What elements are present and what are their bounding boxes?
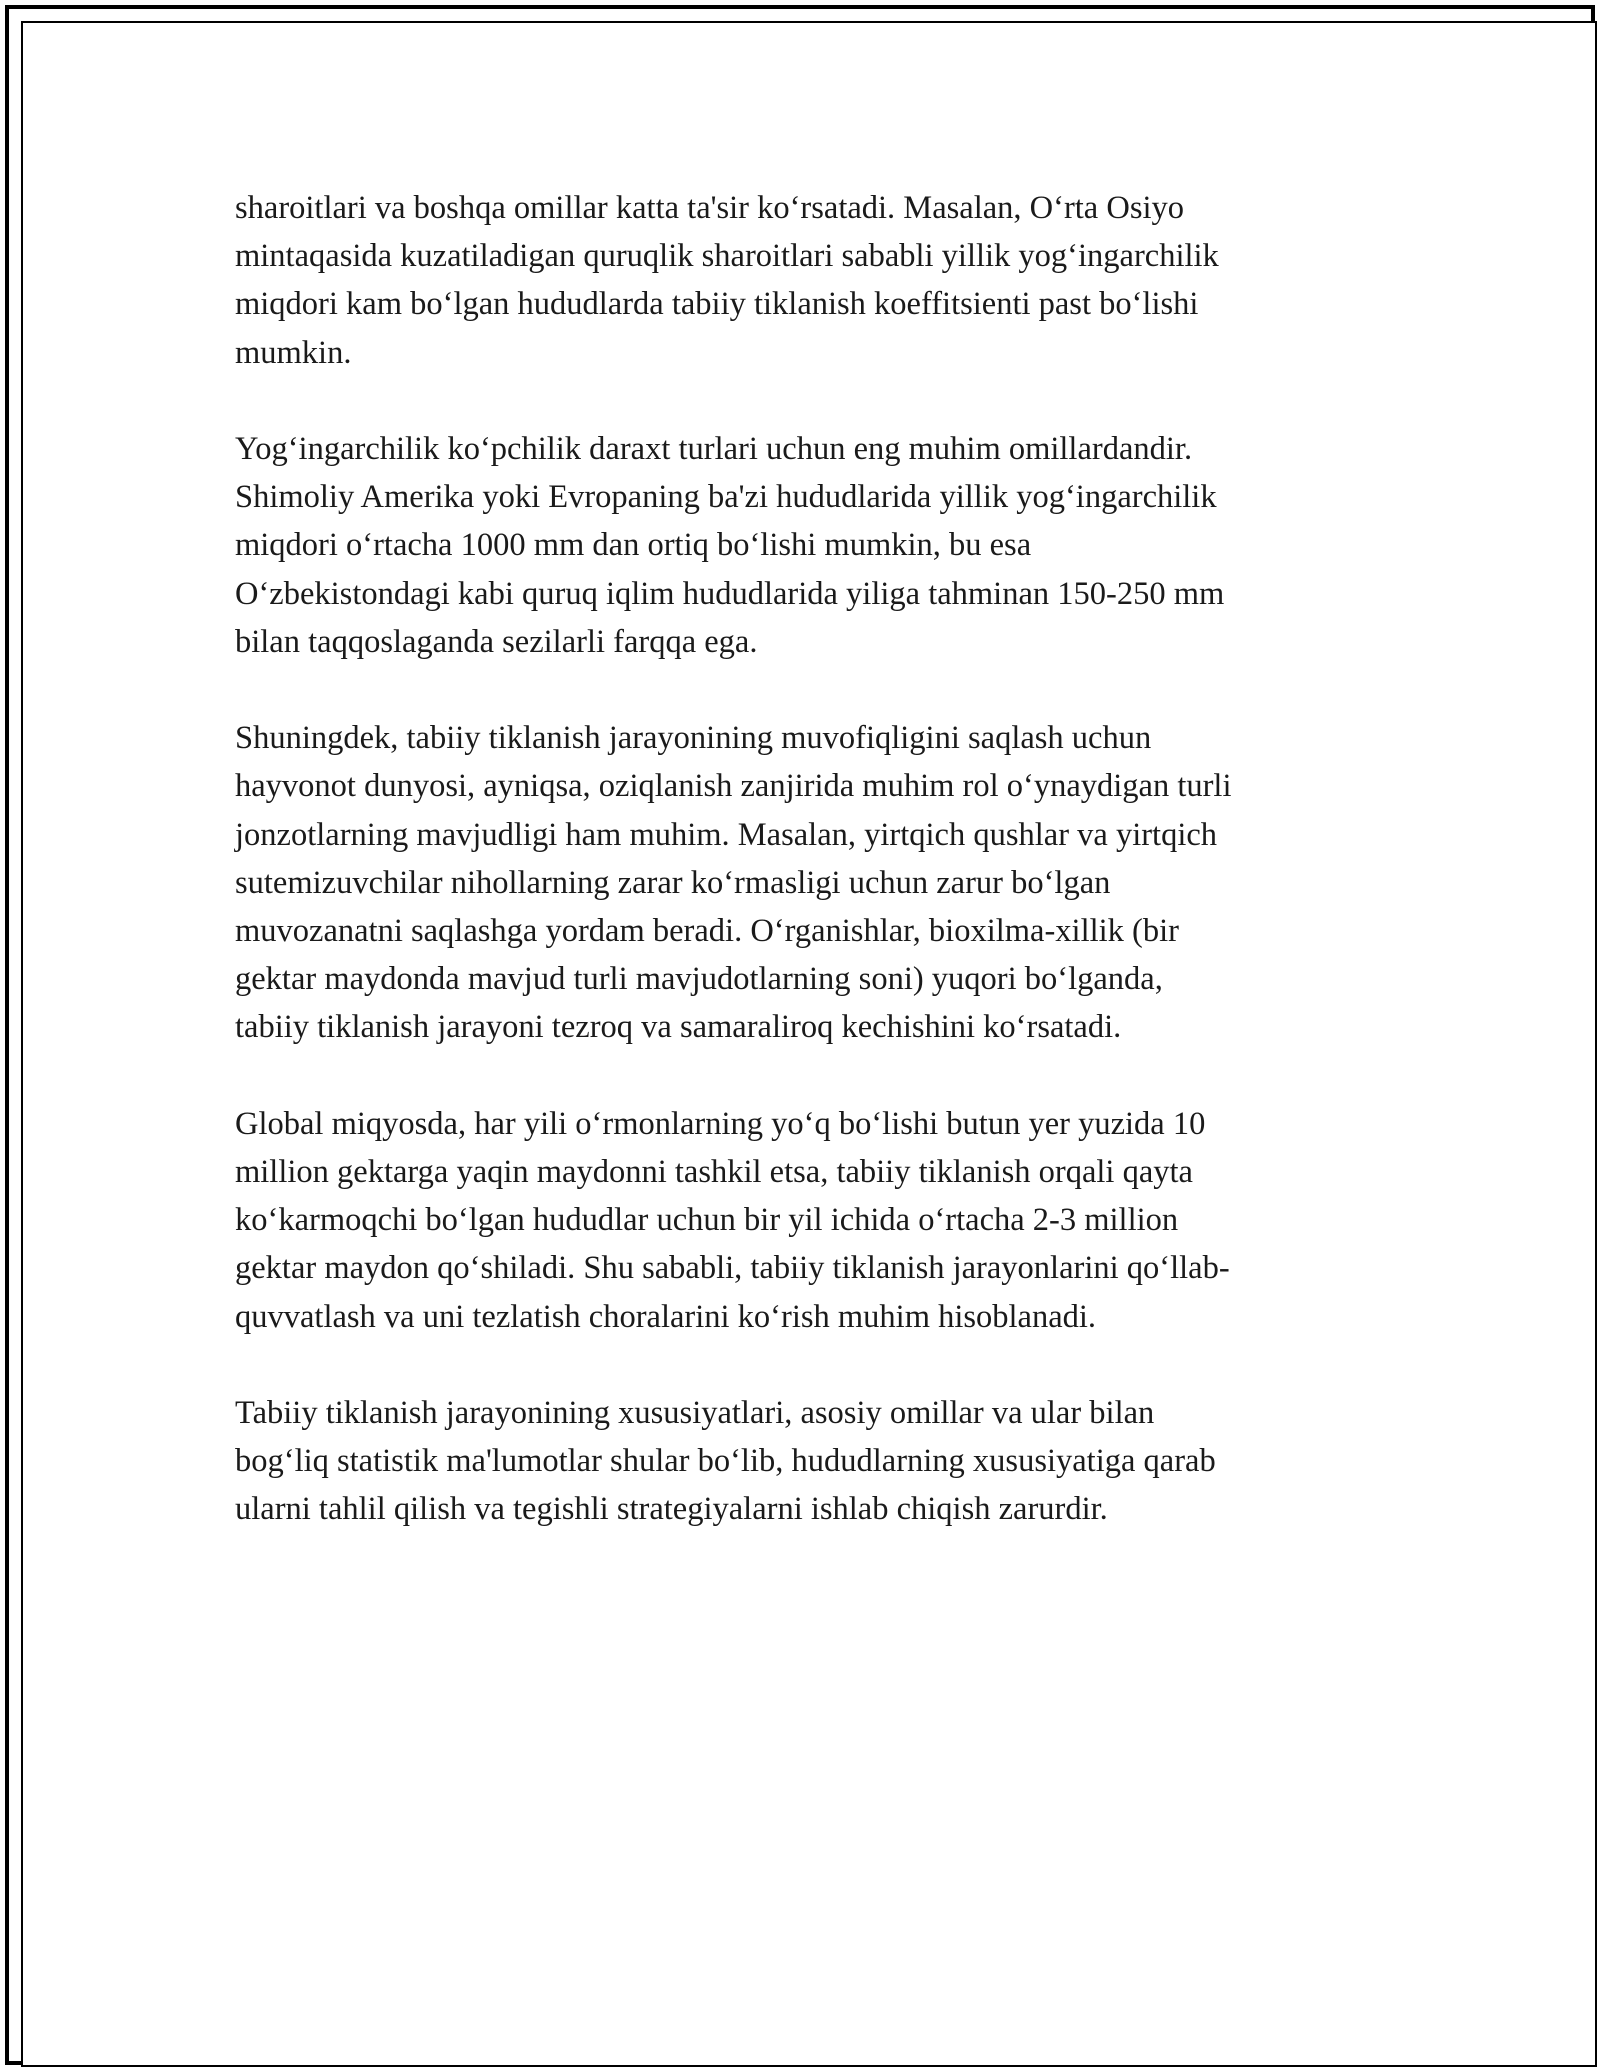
paragraph: sharoitlari va boshqa omillar katta ta'sir koʻrsatadi. Masalan, Oʻrta Osiyo mintaqasida kuzatiladigan quruqlik sharoitlari sababli yillik yogʻingarchilik miqdori kam boʻlgan hududlarda tabiiy tiklanish koeffitsienti past boʻlishi mumkin. bbox=[235, 190, 1219, 371]
paragraph: Yogʻingarchilik koʻpchilik daraxt turlari uchun eng muhim omillardandir. Shimoliy Amerika yoki Evropaning ba'zi hududlarida yillik yogʻingarchilik miqdori oʻrtacha 1000 mm dan ortiq boʻlishi mumkin, bu esa Oʻzbekistondagi kabi quruq iqlim hududlarida yiliga tahminan 150-250 mm bilan taqqoslaganda sezilarli farqqa ega. bbox=[235, 431, 1225, 660]
paragraph: Tabiiy tiklanish jarayonining xususiyatlari, asosiy omillar va ular bilan bogʻliq statistik ma'lumotlar shular boʻlib, hududlarning xususiyatiga qarab ularni tahlil qilish va tegishli strategiyalarni ishlab chiqish zarurdir. bbox=[235, 1395, 1216, 1528]
document-body bbox=[235, 184, 1395, 1582]
paragraph: Shuningdek, tabiiy tiklanish jarayonining muvofiqligini saqlash uchun hayvonot dunyosi, ayniqsa, oziqlanish zanjirida muhim rol oʻynaydigan turli jonzotlarning mavjudligi ham muhim. Masalan, yirtqich qushlar va yirtqich sutemizuvchilar nihollarning zarar koʻrmasligi uchun zarur boʻlgan muvozanatni saqlashga yordam beradi. Oʻrganishlar, bioxilma-xillik (bir gektar maydonda mavjud turli mavjudotlarning soni) yuqori boʻlganda, tabiiy tiklanish jarayoni tezroq va samaraliroq kechishini koʻrsatadi. bbox=[235, 720, 1232, 1046]
paragraph: Global miqyosda, har yili oʻrmonlarning yoʻq boʻlishi butun yer yuzida 10 million gektarga yaqin maydonni tashkil etsa, tabiiy tiklanish orqali qayta koʻkarmoqchi boʻlgan hududlar uchun bir yil ichida oʻrtacha 2-3 million gektar maydon qoʻshiladi. Shu sababli, tabiiy tiklanish jarayonlarini qoʻllab- quvvatlash va uni tezlatish choralarini koʻrish muhim hisoblanadi. bbox=[235, 1105, 1230, 1335]
